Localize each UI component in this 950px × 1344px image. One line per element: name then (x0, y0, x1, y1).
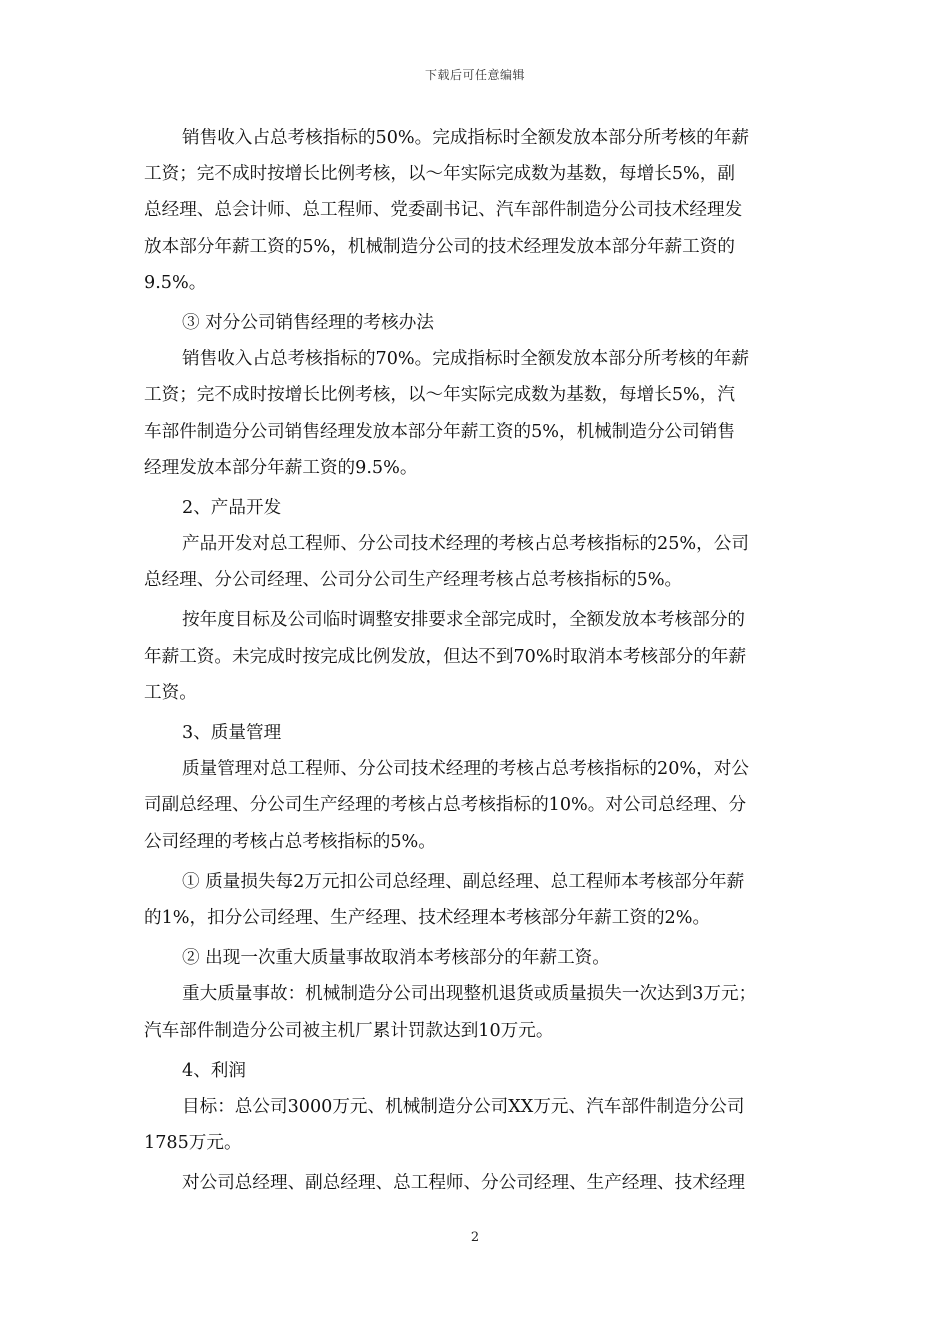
list-item: ② 出现一次重大质量事故取消本考核部分的年薪工资。 (182, 948, 610, 969)
paragraph-line: 年薪工资。未完成时按完成比例发放，但达不到70%时取消本考核部分的年薪 (144, 646, 747, 667)
paragraph-line: 工资；完不成时按增长比例考核，以～年实际完成数为基数，每增长5%，副 (144, 164, 735, 185)
document-body (144, 120, 808, 1201)
paragraph-line: 销售收入占总考核指标的70%。完成指标时全额发放本部分所考核的年薪 (182, 349, 749, 370)
section-heading: 2、产品开发 (182, 497, 282, 518)
paragraph-line: 工资；完不成时按增长比例考核，以～年实际完成数为基数，每增长5%，汽 (144, 385, 735, 406)
section-heading: 4、利润 (182, 1060, 246, 1081)
paragraph-line: 产品开发对总工程师、分公司技术经理的考核占总考核指标的25%，公司 (182, 534, 749, 555)
paragraph-line: 9.5%。 (144, 272, 207, 293)
paragraph-line: 经理发放本部分年薪工资的9.5%。 (144, 457, 418, 478)
paragraph-line: 工资。 (144, 682, 197, 703)
paragraph-line: 1785万元。 (144, 1133, 242, 1154)
section-subheading: ③ 对分公司销售经理的考核办法 (182, 312, 434, 333)
paragraph-line: 司副总经理、分公司生产经理的考核占总考核指标的10%。对公司总经理、分 (144, 795, 747, 816)
page-number: 2 (470, 1230, 480, 1245)
paragraph-line: 总经理、分公司经理、公司分公司生产经理考核占总考核指标的5%。 (144, 570, 683, 591)
paragraph-line: 销售收入占总考核指标的50%。完成指标时全额发放本部分所考核的年薪 (182, 128, 749, 148)
paragraph-line: 的1%，扣分公司经理、生产经理、技术经理本考核部分年薪工资的2%。 (144, 907, 711, 928)
paragraph-line: 按年度目标及公司临时调整安排要求全部完成时，全额发放本考核部分的 (182, 610, 746, 631)
paragraph-line: 重大质量事故：机械制造分公司出现整机退货或质量损失一次达到3万元； (182, 984, 757, 1005)
paragraph-line: 放本部分年薪工资的5%，机械制造分公司的技术经理发放本部分年薪工资的 (144, 236, 735, 257)
paragraph-line: 公司经理的考核占总考核指标的5%。 (144, 831, 436, 852)
paragraph-line: 对公司总经理、副总经理、总工程师、分公司经理、生产经理、技术经理 (182, 1173, 746, 1194)
section-heading: 3、质量管理 (182, 723, 282, 743)
paragraph-line: 总经理、总会计师、总工程师、党委副书记、汽车部件制造分公司技术经理发 (144, 200, 743, 221)
paragraph-line: 汽车部件制造分公司被主机厂累计罚款达到10万元。 (144, 1020, 554, 1041)
paragraph-line: 质量管理对总工程师、分公司技术经理的考核占总考核指标的20%，对公 (182, 759, 749, 780)
paragraph-line: 目标：总公司3000万元、机械制造分公司XX万元、汽车部件制造分公司 (182, 1096, 745, 1117)
paragraph-line: 车部件制造分公司销售经理发放本部分年薪工资的5%，机械制造分公司销售 (144, 421, 735, 442)
page-header: 下载后可任意编辑 (424, 68, 525, 82)
list-item: ① 质量损失每2万元扣公司总经理、副总经理、总工程师本考核部分年薪 (182, 871, 745, 892)
